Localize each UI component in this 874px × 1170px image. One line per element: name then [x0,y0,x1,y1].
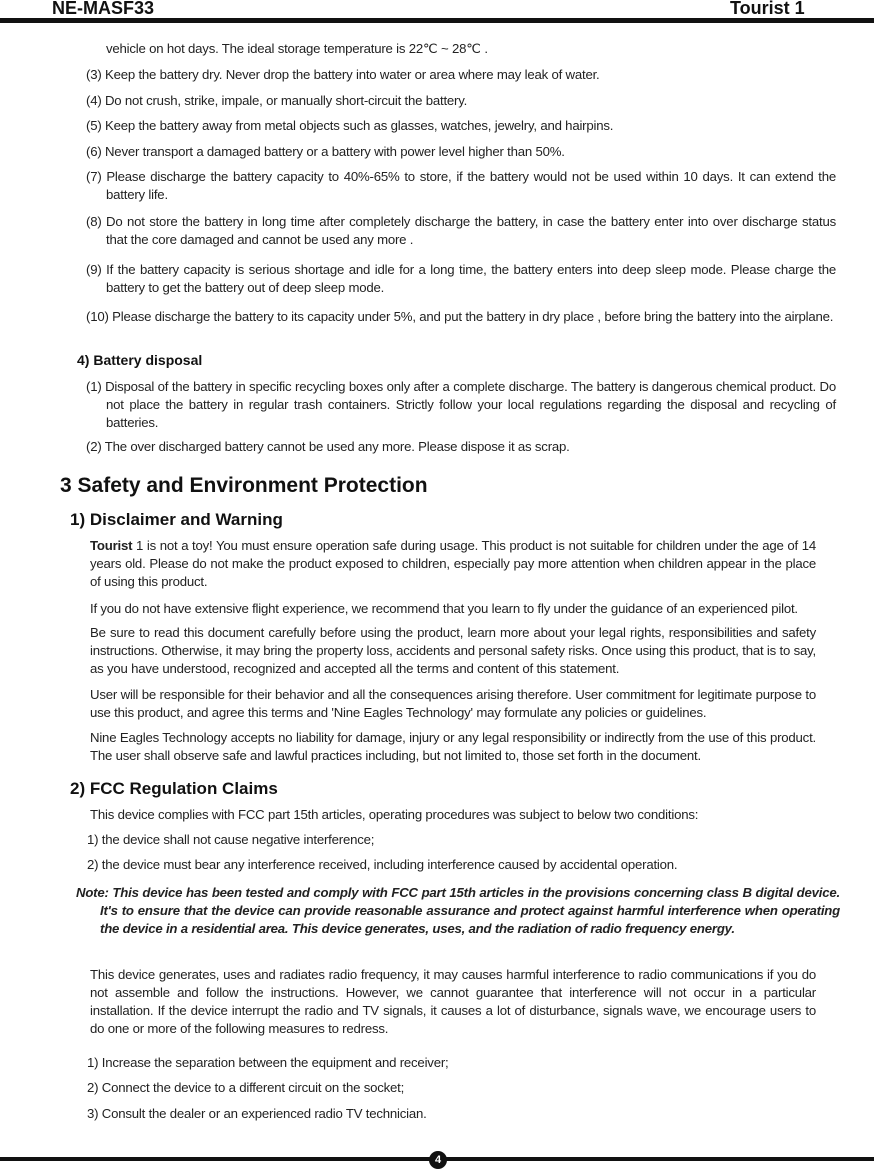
disposal-item-2: (2) The over discharged battery cannot be used any more. Please dispose it as scrap. [86,439,570,454]
product-name: Tourist 1 [730,0,805,18]
fcc-condition-2: 2) the device must bear any interference received, including interference caused by accidental operation. [87,857,678,872]
fcc-condition-1: 1) the device shall not cause negative interference; [87,832,375,847]
fcc-note: Note: This device has been tested and comply with FCC part 15th articles in the provisions concerning class B digital device. It's to ensure that the device can provide reasonable assurance and protect against harmful interference when operating the device in a residential area. This device generates, uses, and the radiation of radio frequency energy. [76,885,840,936]
header-rule [0,18,874,23]
fcc-body: This device generates, uses and radiates radio frequency, it may causes harmful interference to radio communications if you do not assemble and follow the instructions. However, we cannot guarantee that interference will not occur in a particular installation. If the device interrupt the radio and TV signals, it causes a lot of disturbance, signals wave, we encourage users to do one or more of the following measures to redress. [90,967,816,1036]
disclaimer-paragraph-4: User will be responsible for their behavior and all the consequences arising therefore. User commitment for legitimate purpose to use this product, and agree this terms and 'Nine Eagles Technology' may formulate any policies or guidelines. [90,687,816,720]
storage-item-7: (7) Please discharge the battery capacity to 40%-65% to store, if the battery would not be used within 10 days. It can extend the battery life. [86,169,836,202]
storage-item-2-continued: vehicle on hot days. The ideal storage temperature is 22℃ ~ 28℃ . [106,41,488,56]
fcc-intro: This device complies with FCC part 15th articles, operating procedures was subject to below two conditions: [90,807,699,822]
disclaimer-paragraph-3: Be sure to read this document carefully before using the product, learn more about your legal rights, responsibilities and safety instructions. Otherwise, it may bring the property loss, accidents and personal safety risks. Once using this product, that is to say, as you have understood, recognized and accepted all the terms and content of this statement. [90,625,816,676]
fcc-heading: 2) FCC Regulation Claims [70,779,278,798]
battery-disposal-heading: 4) Battery disposal [77,352,203,368]
section-3-heading: 3 Safety and Environment Protection [60,474,428,497]
page-header [0,0,874,24]
storage-item-5: (5) Keep the battery away from metal objects such as glasses, watches, jewelry, and hairpins. [86,118,614,133]
fcc-measure-3: 3) Consult the dealer or an experienced radio TV technician. [87,1106,427,1121]
storage-item-4: (4) Do not crush, strike, impale, or manually short-circuit the battery. [86,93,468,108]
disclaimer-paragraph-1: Tourist 1 is not a toy! You must ensure operation safe during usage. This product is not suitable for children under the age of 14 years old. Please do not make the product exposed to children, especially pay more attention when children appear in the place of using this product. [90,538,816,589]
brand-name: Tourist [90,538,133,553]
fcc-measure-1: 1) Increase the separation between the equipment and receiver; [87,1055,449,1070]
storage-item-8: (8) Do not store the battery in long time after completely discharge the battery, in case the battery enter into over discharge status that the core damaged and cannot be used any more . [86,214,836,247]
storage-item-6: (6) Never transport a damaged battery or a battery with power level higher than 50%. [86,144,565,159]
storage-item-10: (10) Please discharge the battery to its capacity under 5%, and put the battery in dry place , before bring the battery into the airplane. [86,309,834,324]
disclaimer-paragraph-5: Nine Eagles Technology accepts no liability for damage, injury or any legal responsibility or indirectly from the use of this product. The user shall observe safe and lawful practices including, but not limited to, those set forth in the document. [90,730,816,763]
model-number: NE-MASF33 [52,0,155,18]
page-number: 4 [429,1151,447,1169]
storage-item-9: (9) If the battery capacity is serious shortage and idle for a long time, the battery enters into deep sleep mode. Please charge the battery to get the battery out of deep sleep mode. [86,262,836,295]
disclaimer-heading: 1) Disclaimer and Warning [70,510,283,529]
storage-item-3: (3) Keep the battery dry. Never drop the battery into water or area where may leak of water. [86,67,600,82]
disposal-item-1: (1) Disposal of the battery in specific recycling boxes only after a complete discharge. The battery is dangerous chemical product. Do not place the battery in regular trash containers. Strictly follow your local regulations regarding the disposal and recycling of batteries. [86,379,836,430]
disclaimer-paragraph-2: If you do not have extensive flight experience, we recommend that you learn to fly under the guidance of an experienced pilot. [90,601,798,616]
fcc-measure-2: 2) Connect the device to a different circuit on the socket; [87,1080,405,1095]
